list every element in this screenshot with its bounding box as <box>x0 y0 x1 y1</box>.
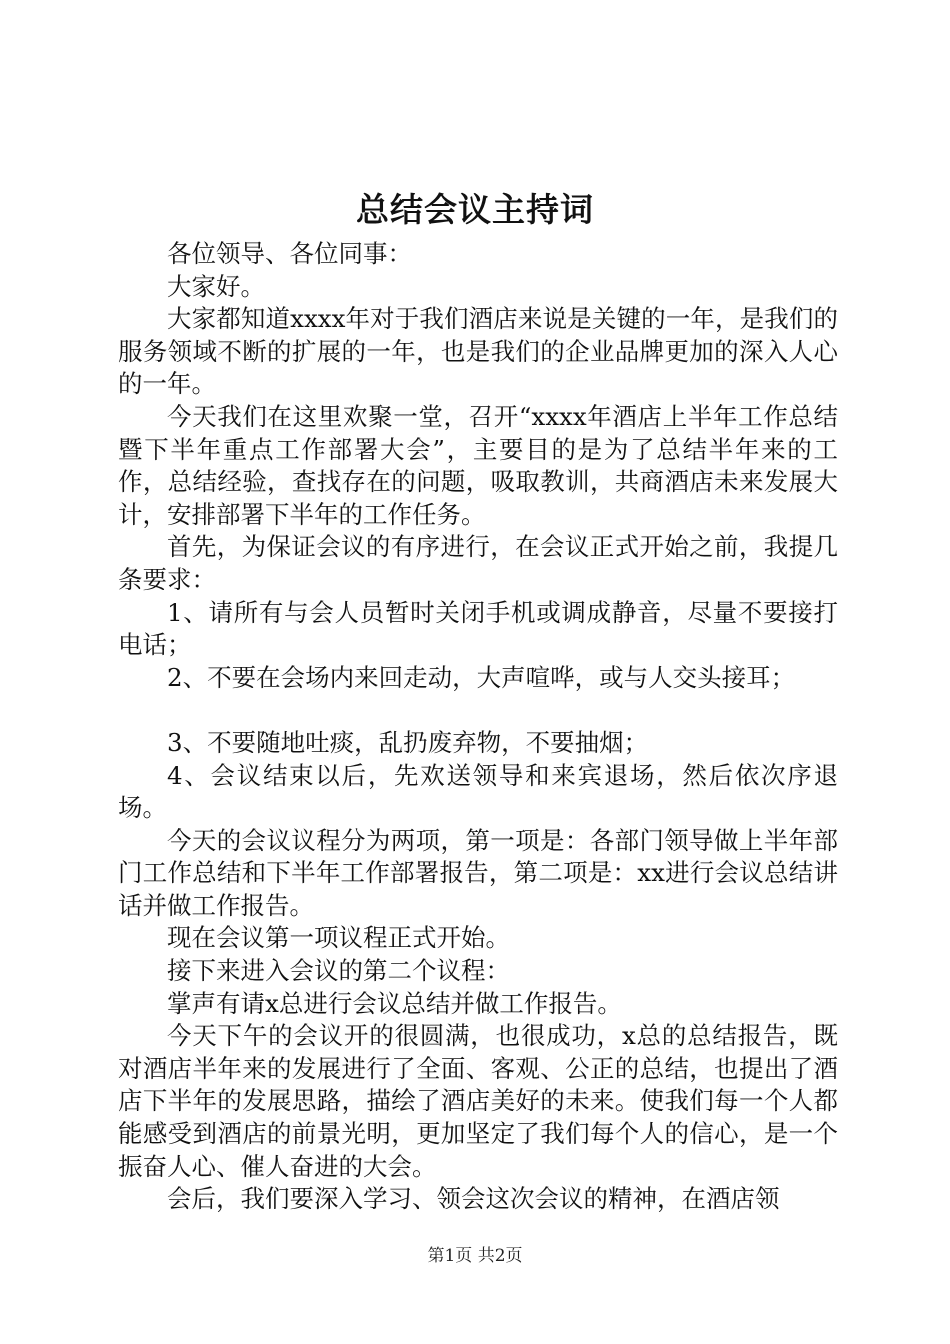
paragraph: 现在会议第一项议程正式开始。 <box>167 923 510 953</box>
paragraph: 会后，我们要深入学习、领会这次会议的精神，在酒店领 <box>167 1184 780 1214</box>
paragraph: 今天的会议议程分为两项，第一项是：各部门领导做上半年部门工作总结和下半年工作部署报告，第二项是：xx进行会议总结讲话并做工作报告。 <box>118 825 838 920</box>
blank-line <box>118 694 838 727</box>
page-number-footer: 第1页 共2页 <box>427 1246 523 1266</box>
document-body <box>118 238 838 1216</box>
paragraph: 1、请所有与会人员暂时关闭手机或调成静音，尽量不要接打电话； <box>118 597 838 660</box>
paragraph: 接下来进入会议的第二个议程： <box>167 956 510 986</box>
document-title: 总结会议主持词 <box>356 190 594 229</box>
paragraph: 各位领导、各位同事： <box>167 239 412 268</box>
paragraph: 2、不要在会场内来回走动，大声喧哗，或与人交头接耳； <box>167 662 796 692</box>
paragraph: 3、不要随地吐痰，乱扔废弃物，不要抽烟； <box>167 727 649 757</box>
paragraph: 大家都知道xxxx年对于我们酒店来说是关键的一年，是我们的服务领域不断的扩展的一年，也是我们的企业品牌更加的深入人心的一年。 <box>118 304 838 399</box>
paragraph: 首先，为保证会议的有序进行，在会议正式开始之前，我提几条要求： <box>118 532 838 594</box>
paragraph: 4、会议结束以后，先欢送领导和来宾退场，然后依次序退场。 <box>118 760 838 823</box>
paragraph: 掌声有请x总进行会议总结并做工作报告。 <box>167 988 622 1018</box>
paragraph: 今天下午的会议开的很圆满，也很成功，x总的总结报告，既对酒店半年来的发展进行了全面、客观、公正的总结，也提出了酒店下半年的发展思路，描绘了酒店美好的未来。使我们每一个人都能感受到酒店的前景光明，更加坚定了我们每个人的信心，是一个振奋人心、催人奋进的大会。 <box>118 1021 838 1181</box>
paragraph: 大家好。 <box>167 271 265 301</box>
paragraph: 今天我们在这里欢聚一堂，召开“xxxx年酒店上半年工作总结暨下半年重点工作部署大会”，主要目的是为了总结半年来的工作，总结经验，查找存在的问题，吸取教训，共商酒店未来发展大计，安排部署下半年的工作任务。 <box>118 401 838 529</box>
